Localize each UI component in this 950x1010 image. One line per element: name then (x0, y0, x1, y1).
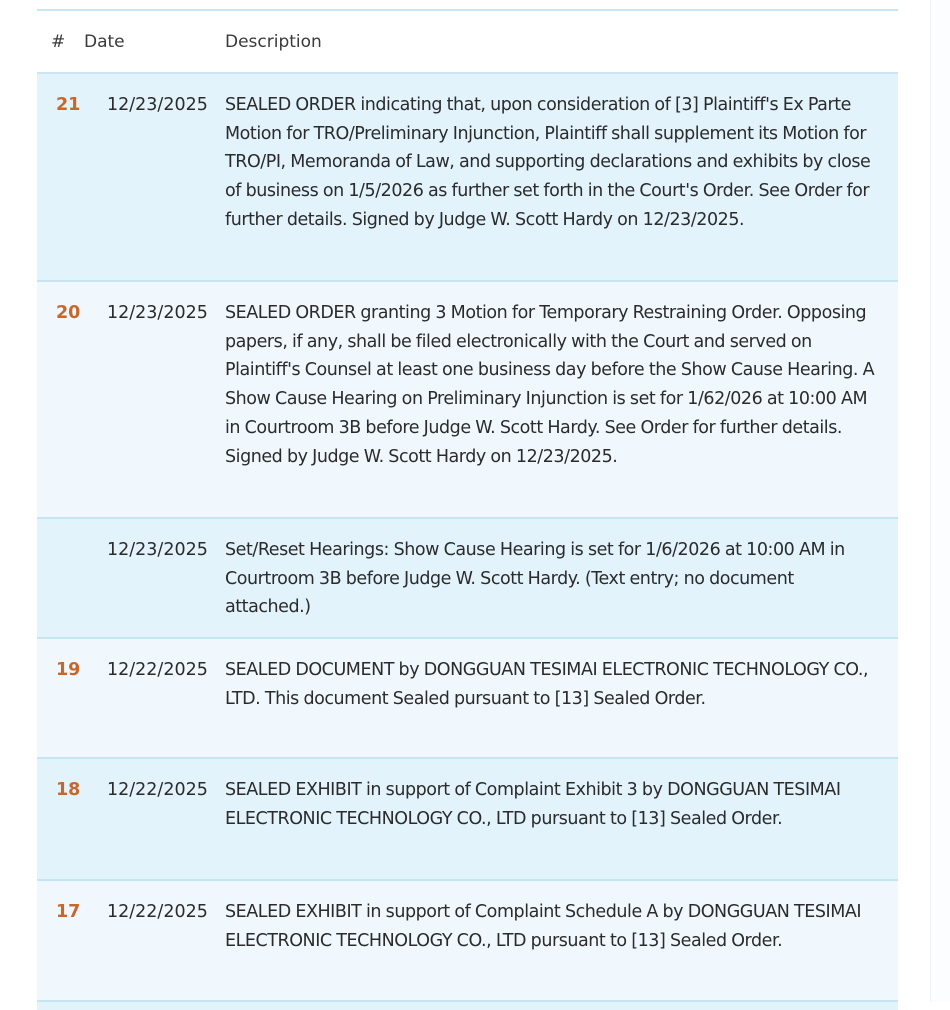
entry-date: 12/22/2025 (107, 660, 208, 680)
entry-number-link[interactable]: 20 (56, 303, 81, 323)
docket-entry-row (37, 881, 898, 1002)
page-right-margin (930, 0, 950, 1002)
entry-number-link[interactable]: 18 (56, 780, 81, 800)
column-header-description: Description (225, 31, 322, 52)
docket-entry-row (37, 639, 898, 759)
docket-header-row (37, 11, 898, 74)
entry-date: 12/23/2025 (107, 540, 208, 560)
entry-description: SEALED ORDER granting 3 Motion for Temporary Restraining Order. Opposing papers, if any, shall be filed electronically with the Court and served on Plaintiff's Counsel at least one business day before the Show Cause Hearing. A Show Cause Hearing on Preliminary Injunction is set for 1/62/026 at 10:00 AM in Courtroom 3B before Judge W. Scott Hardy. See Order for further details. Signed by Judge W. Scott Hardy on 12/23/2025. (225, 303, 875, 467)
entry-description: SEALED EXHIBIT in support of Complaint Exhibit 3 by DONGGUAN TESIMAI ELECTRONIC TECHNOLOGY CO., LTD pursuant to [13] Sealed Order. (225, 780, 841, 829)
entry-date: 12/23/2025 (107, 303, 208, 323)
docket-entry-row (37, 74, 898, 282)
entry-date: 12/23/2025 (107, 95, 208, 115)
column-header-date[interactable]: Date (84, 31, 125, 52)
entry-description: SEALED DOCUMENT by DONGGUAN TESIMAI ELECTRONIC TECHNOLOGY CO., LTD. This document Sealed pursuant to [13] Sealed Order. (225, 660, 869, 709)
entry-description: SEALED EXHIBIT in support of Complaint Schedule A by DONGGUAN TESIMAI ELECTRONIC TECHNOLOGY CO., LTD pursuant to [13] Sealed Order. (225, 902, 862, 951)
entry-number-link[interactable]: 17 (56, 902, 81, 922)
docket-entry-row (37, 519, 898, 639)
entry-number-link (37, 536, 95, 637)
docket-entry-row-partial (37, 1002, 898, 1010)
entry-number-link[interactable]: 19 (56, 660, 81, 680)
entry-number-link[interactable]: 21 (56, 95, 81, 115)
entry-date: 12/22/2025 (107, 780, 208, 800)
docket-entry-row (37, 282, 898, 519)
entry-description: Set/Reset Hearings: Show Cause Hearing is set for 1/6/2026 at 10:00 AM in Courtroom 3B before Judge W. Scott Hardy. (Text entry; no document attached.) (225, 540, 845, 618)
docket-table (37, 9, 898, 1010)
column-header-number: # (51, 31, 66, 52)
docket-entry-row (37, 759, 898, 881)
entry-description: SEALED ORDER indicating that, upon consideration of [3] Plaintiff's Ex Parte Motion for TRO/Preliminary Injunction, Plaintiff shall supplement its Motion for TRO/PI, Memoranda of Law, and supporting declarations and exhibits by close of business on 1/5/2026 as further set forth in the Court's Order. See Order for further details. Signed by Judge W. Scott Hardy on 12/23/2025. (225, 95, 871, 230)
entry-date: 12/22/2025 (107, 902, 208, 922)
